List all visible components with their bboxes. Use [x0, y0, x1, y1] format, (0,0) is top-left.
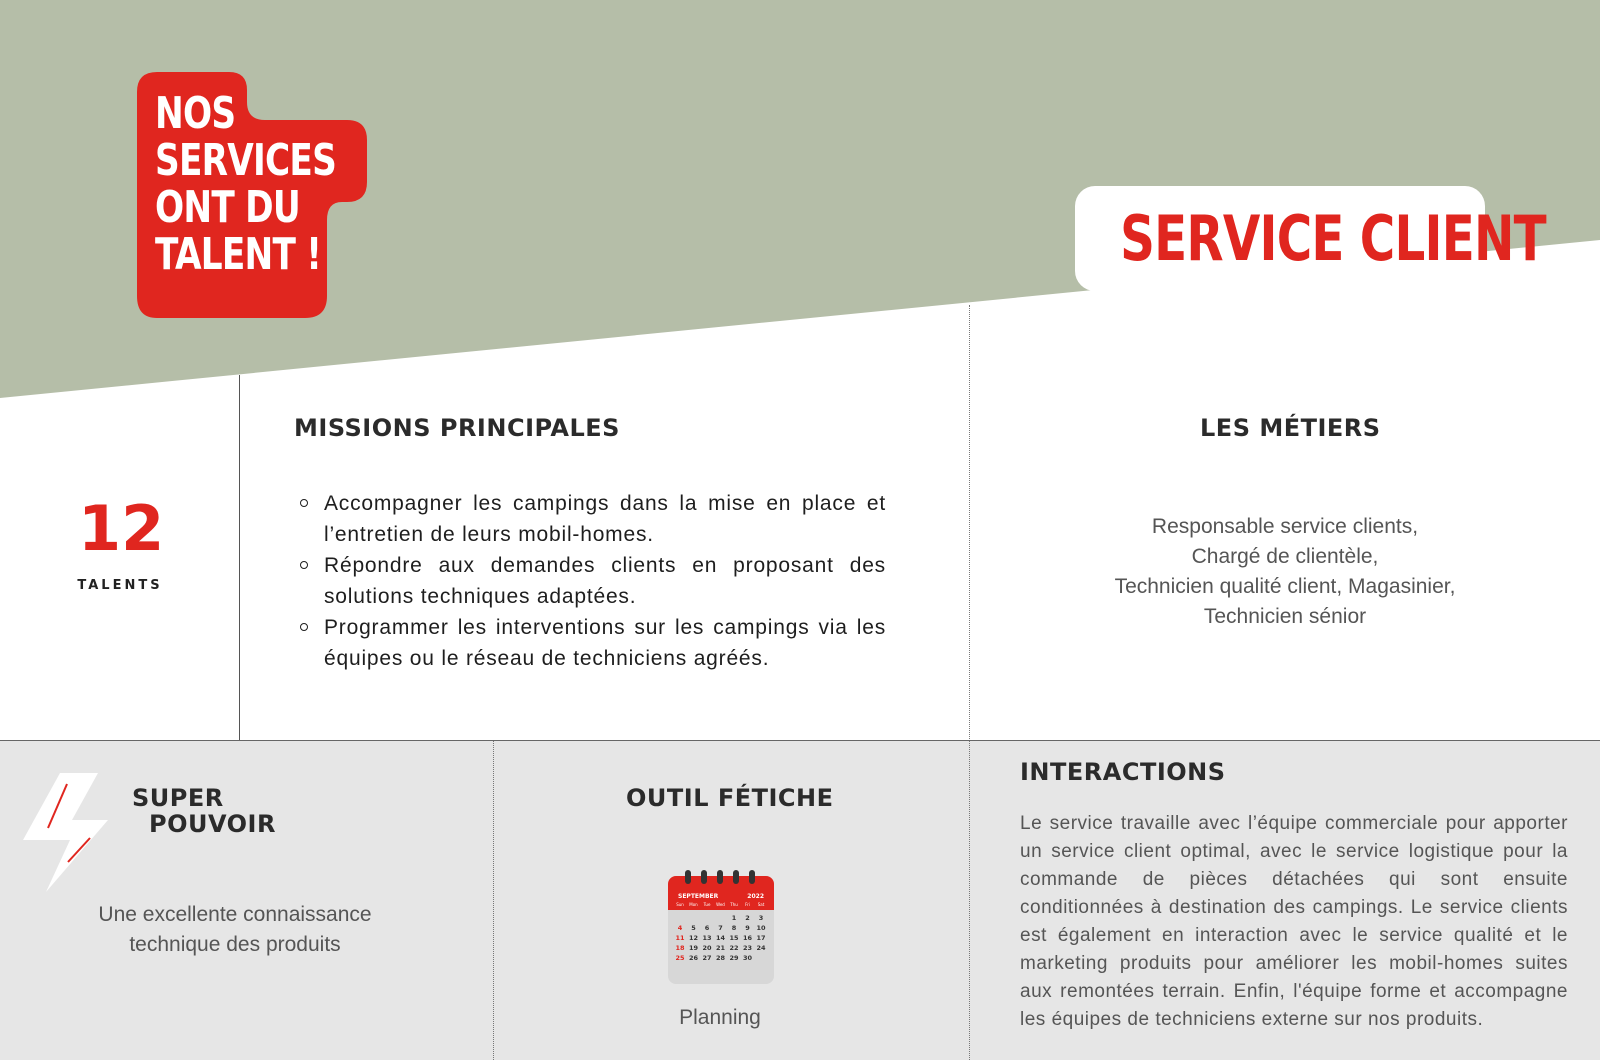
title-line-1: NOS	[155, 88, 236, 139]
calendar-ring	[749, 870, 755, 884]
calendar-day: 14	[715, 934, 726, 942]
calendar-day: 11	[675, 934, 685, 942]
calendar-day: 24	[756, 944, 766, 952]
calendar-weekday: Wed	[716, 902, 725, 907]
metier-line: Responsable service clients,	[1151, 515, 1419, 538]
super-pouvoir-heading-line-2: POUVOIR	[149, 810, 276, 838]
lightning-bolt-icon	[20, 770, 110, 895]
calendar-day: 3	[758, 914, 764, 922]
calendar-month: SEPTEMBER	[678, 893, 719, 900]
calendar-day: 16	[742, 934, 753, 942]
super-pouvoir-heading	[132, 785, 276, 837]
calendar-weekday: Fri	[745, 902, 750, 907]
calendar-weekday: Sat	[757, 902, 765, 907]
metier-line: Technicien qualité client, Magasinier,	[1114, 575, 1456, 598]
title-line-2: SERVICES	[155, 135, 337, 186]
calendar-day: 15	[729, 934, 739, 942]
mission-text: Programmer les interventions sur les campings via les équipes ou le réseau de techniciens agréés.	[324, 616, 886, 670]
metier-line: Technicien sénior	[1203, 605, 1367, 628]
calendar-day: 2	[745, 914, 750, 922]
mission-text: Répondre aux demandes clients en proposant des solutions techniques adaptées.	[324, 554, 886, 608]
calendar-day: 1	[731, 914, 737, 922]
calendar-ring	[701, 870, 707, 884]
list-item	[296, 488, 886, 550]
calendar-day: 22	[729, 944, 739, 952]
title-line-4: TALENT !	[155, 229, 322, 280]
calendar-ring	[685, 870, 691, 884]
list-item	[296, 550, 886, 612]
divider-vertical-talents	[239, 375, 240, 741]
calendar-day: 5	[691, 924, 696, 932]
bullet-icon	[300, 561, 308, 569]
interactions-heading: INTERACTIONS	[1020, 758, 1226, 786]
outil-caption: Planning	[679, 1006, 761, 1029]
calendar-day: 4	[677, 924, 683, 932]
metier-line: Chargé de clientèle,	[1191, 545, 1379, 568]
calendar-icon	[668, 870, 774, 984]
calendar-year: 2022	[747, 893, 764, 900]
calendar-day: 23	[742, 944, 753, 952]
bullet-icon	[300, 623, 308, 631]
calendar-day: 7	[718, 924, 723, 932]
calendar-ring	[717, 870, 723, 884]
interactions-text: Le service travaille avec l’équipe commerciale pour apporter un service client optimal, avec le service logistique pour la commande de pièces détachées qui sont ensuite conditionnées à destination des campings. Le service clients est également en interaction avec le service qualité et le marketing produits pour améliorer les mobil-homes suites aux remontées terrain. Enfin, l'équipe forme et accompagne les équipes de techniciens externe sur nos produits.	[1020, 813, 1568, 1030]
calendar-day: 20	[702, 944, 712, 952]
calendar-day: 28	[715, 954, 726, 962]
talents-label: TALENTS	[77, 578, 163, 593]
bullet-icon	[300, 499, 308, 507]
calendar-day: 25	[675, 954, 685, 962]
calendar-weekday: Mon	[689, 902, 698, 907]
service-name-pill	[1075, 186, 1546, 291]
calendar-day: 21	[715, 944, 726, 952]
calendar-day: 19	[688, 944, 699, 952]
super-pouvoir-line: technique des produits	[129, 933, 341, 956]
calendar-day: 10	[756, 924, 766, 932]
calendar-day: 29	[729, 954, 739, 962]
calendar-day: 27	[702, 954, 712, 962]
mission-text: Accompagner les campings dans la mise en place et l’entretien de leurs mobil-homes.	[324, 492, 886, 546]
super-pouvoir-heading-line-1: SUPER	[132, 784, 224, 812]
calendar-day: 13	[702, 934, 712, 942]
calendar-day: 30	[742, 954, 753, 962]
outil-heading: OUTIL FÉTICHE	[626, 784, 834, 812]
calendar-weekday: Tue	[703, 902, 711, 907]
divider-vertical-outil	[493, 741, 494, 1060]
list-item	[296, 612, 886, 674]
title-badge	[137, 72, 367, 318]
divider-vertical-interactions	[969, 741, 970, 1060]
calendar-day: 26	[688, 954, 699, 962]
calendar-ring	[733, 870, 739, 884]
divider-horizontal	[0, 740, 1600, 741]
calendar-day: 8	[731, 924, 737, 932]
service-name: SERVICE CLIENT	[1120, 202, 1546, 275]
missions-heading: MISSIONS PRINCIPALES	[294, 414, 620, 442]
super-pouvoir-line: Une excellente connaissance	[98, 903, 372, 926]
super-pouvoir-text	[60, 900, 410, 960]
metiers-list	[1040, 512, 1530, 632]
calendar-day: 9	[745, 924, 750, 932]
calendar-weekday: Sun	[676, 902, 684, 907]
metiers-heading: LES MÉTIERS	[1200, 414, 1381, 442]
calendar-day: 18	[675, 944, 685, 952]
calendar-day: 17	[756, 934, 766, 942]
calendar-weekday: Thu	[730, 902, 738, 907]
title-line-3: ONT DU	[155, 182, 300, 233]
talents-count: 12	[78, 492, 165, 565]
calendar-day: 12	[688, 934, 699, 942]
calendar-day: 6	[704, 924, 710, 932]
divider-vertical-metiers	[969, 305, 970, 741]
missions-list	[296, 488, 886, 674]
page-title	[155, 90, 336, 278]
